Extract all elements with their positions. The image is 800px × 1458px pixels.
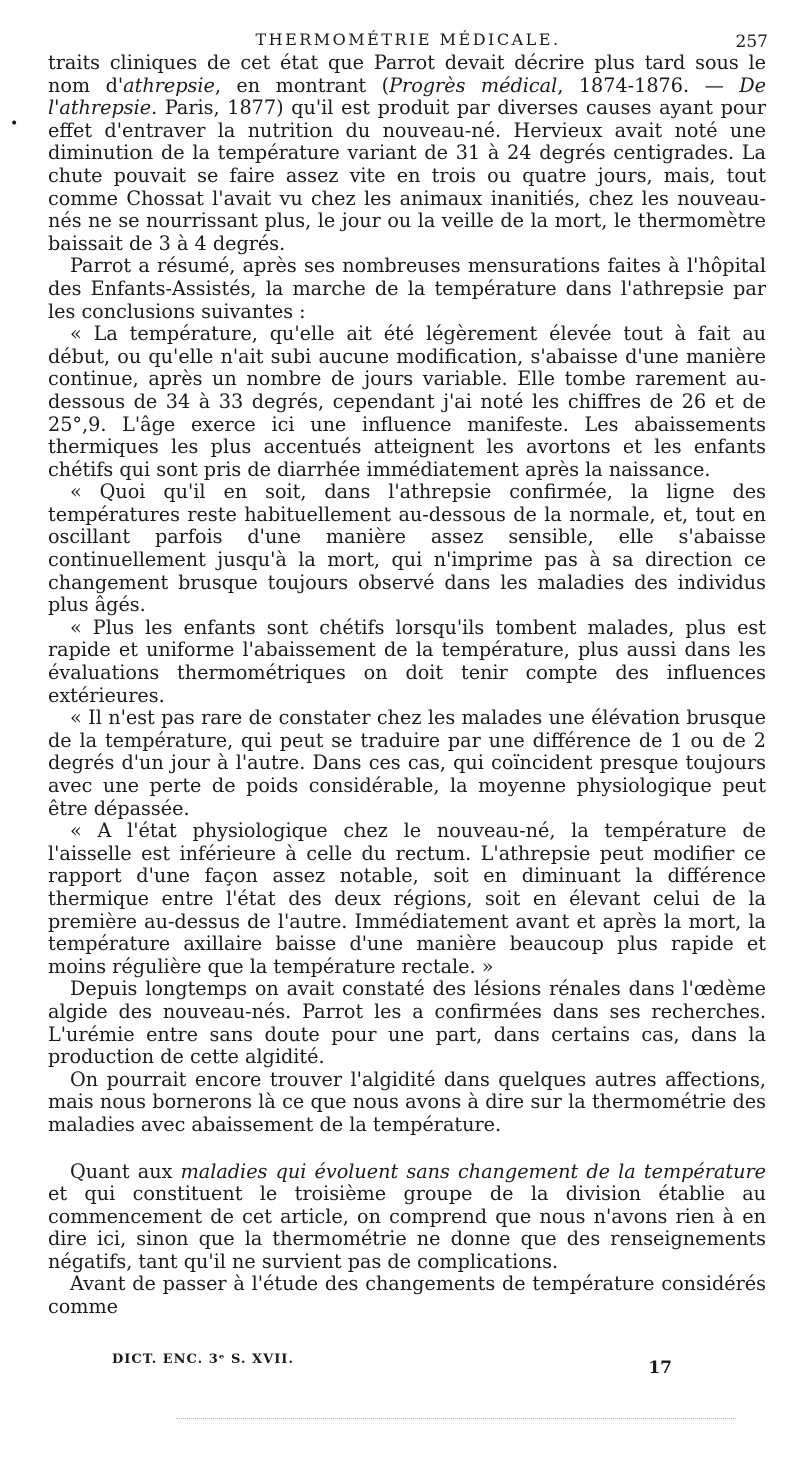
paragraph-parrot-summary: Parrot a résumé, après ses nombreuses mensurations faites à l'hôpital des Enfants-Assistés, la marche de la température dans l'athrepsie par les conclusions suivantes : (48, 254, 766, 323)
text-run: , en montrant ( (214, 73, 390, 97)
text-run: Quant aux (70, 1159, 181, 1183)
running-title: THERMOMÉTRIE MÉDICALE. (255, 30, 561, 49)
paragraph-algidity: On pourrait encore trouver l'algidité dans quelques autres affections, mais nous bornerons là ce que nous avons à dire sur la thermométrie des maladies avec abaissement de la température. (48, 1067, 766, 1136)
italic-phrase: maladies qui évoluent sans changement de la température (180, 1159, 766, 1183)
quote-paragraph-confirmed-athrepsie: « Quoi qu'il en soit, dans l'athrepsie confirmée, la ligne des températures reste habituellement au-dessous de la normale, et, tout en oscillant parfois d'une manière assez sensible, elle s'abaisse continuellement jusqu'à la mort, qui n'imprime pas à sa direction ce changement brusque toujours observé dans les maladies des individus plus âgés. (48, 480, 766, 617)
page-footer (112, 1352, 672, 1392)
page-number: 257 (735, 32, 768, 52)
italic-journal-title: Progrès médical (389, 73, 558, 97)
quote-paragraph-temperature: « La température, qu'elle ait été légèrement élevée tout à fait au début, ou qu'elle n'ait subi aucune modification, s'abaisse d'une manière continue, après un nombre de jours variable. Elle tombe rarement au-dessous de 34 à 33 degrés, cependant j'ai noté les chiffres de 26 et de 25°,9. L'âge exerce ici une influence manifeste. Les abaissements thermiques les plus accentués atteignent les avortons et les enfants chétifs qui sont pris de diarrhée immédiatement après la naissance. (48, 322, 766, 481)
italic-book-title: De l'athrepsie (48, 73, 767, 120)
paragraph-transition: Avant de passer à l'étude des changements de température considérés comme (48, 1272, 766, 1319)
quote-paragraph-axilla-rectum: « A l'état physiologique chez le nouveau-né, la température de l'aisselle est inférieure à celle du rectum. L'athrepsie peut modifier ce rapport d'une façon assez notable, soit en diminuant la différence thermique entre l'état des deux régions, soit en élevant celui de la première au-dessus de l'autre. Immédiatement avant et après la mort, la température axillaire baisse d'une manière beaucoup plus rapide et moins régulière que la température rectale. » (48, 819, 766, 978)
text-run: , 1874-1876. — (557, 73, 740, 97)
body-text (48, 52, 766, 1319)
quote-paragraph-sickly-children: « Plus les enfants sont chétifs lorsqu'ils tombent malades, plus est rapide et uniforme l'abaissement de la température, plus aussi dans les évaluations thermométriques on doit tenir compte des influences extérieures. (48, 615, 766, 707)
paragraph-third-group (48, 1161, 766, 1274)
show-through-line (176, 1418, 736, 1419)
signature-number: 17 (648, 1358, 672, 1378)
paragraph-athrepsie-intro (48, 52, 766, 255)
text-run: et qui constituent le troisième groupe de la division établie au commencement de cet article, on comprend que nous n'avons rien à en dire ici, sinon que la thermométrie ne donne que des renseignements négatifs, tant qu'il ne survient pas de complications. (48, 1182, 766, 1273)
quote-paragraph-sudden-elevation: « Il n'est pas rare de constater chez les malades une élévation brusque de la température, qui peut se traduire par une différence de 1 ou de 2 degrés d'un jour à l'autre. Dans ces cas, qui coïncident presque toujours avec une perte de poids considérable, la moyenne physiologique peut être dépassée. (48, 706, 766, 820)
signature-mark: DICT. ENC. 3ᵉ S. XVII. (112, 1352, 294, 1367)
margin-mark: • (10, 116, 19, 132)
paragraph-renal-lesions: Depuis longtemps on avait constaté des lésions rénales dans l'œdème algide des nouveau-nés. Parrot les a confirmées dans ses recherches. L'urémie entre sans doute pour une part, dans certains cas, dans la production de cette algidité. (48, 977, 766, 1069)
text-run: traits cliniques de cet état que Parrot devait décrire plus tard sous le nom d' (48, 51, 766, 97)
text-run: . Paris, 1877) qu'il est produit par diverses causes ayant pour effet d'entraver la nutrition du nouveau-né. Hervieux avait noté une diminution de la température variant de 31 à 24 degrés centigrades. La chute pouvait se faire assez vite en trois ou quatre jours, mais, tout comme Chossat l'avait vu chez les animaux inanitiés, chez les nouveau-nés ne se nourrissant plus, le jour ou la veille de la mort, le thermomètre baissait de 3 à 4 degrés. (48, 96, 766, 255)
italic-term: athrepsie (123, 73, 215, 97)
